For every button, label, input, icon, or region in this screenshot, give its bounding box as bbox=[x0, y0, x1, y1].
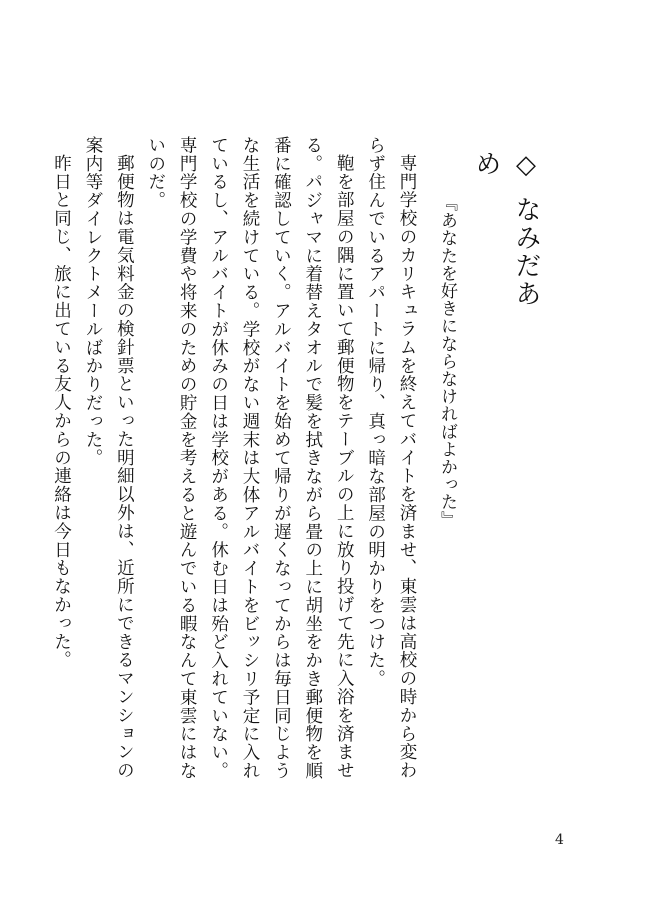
paragraph: 昨日と同じ、旅に出ている友人からの連絡は今日もなかった。 bbox=[51, 153, 72, 669]
chapter-heading bbox=[471, 150, 546, 330]
paragraph: 専門学校のカリキュラムを終えてバイトを済ませ、東雲は高校の時から変わらず住んでいるアパートに帰り、真っ暗な部屋の明かりをつけた。 bbox=[365, 136, 417, 780]
page-number: 4 bbox=[555, 832, 564, 848]
paragraph: 鞄を部屋の隅に置いて郵便物をテーブルの上に放り投げて先に入浴を済ませる。パジャマに着替えタオルで髪を拭きながら畳の上に胡坐をかき郵便物を順番に確認していく。アルバイトを始めて帰りが遅くなってからは毎日同じような生活を続けている。学校がない週末は大体アルバイトをビッシリ予定に入れているし、アルバイトが休みの日は学校がある。休む日は殆ど入れていない。専門学校の学費や将来のための貯金を考えると遊んでいる暇なんて東雲にはないのだ。 bbox=[145, 136, 355, 780]
paragraph: 郵便物は電気料金の検針票といった明細以外は、近所にできるマンションの案内等ダイレクトメールばかりだった。 bbox=[82, 136, 135, 780]
chapter-title: なみだあめ bbox=[471, 150, 541, 308]
body-text bbox=[45, 136, 422, 786]
chapter-subtitle: 『あなたを好きにならなければよかった』 bbox=[437, 194, 457, 529]
diamond-icon: ◇ bbox=[511, 150, 541, 182]
